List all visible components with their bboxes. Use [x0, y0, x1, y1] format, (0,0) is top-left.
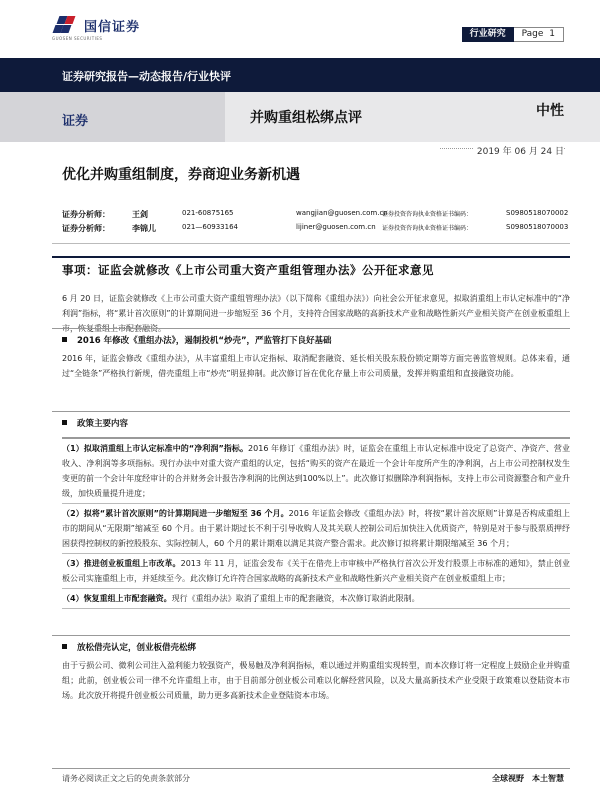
- cert-number: S0980518070003: [506, 223, 569, 231]
- page-title: 优化并购重组制度，券商迎业务新机遇: [62, 167, 300, 183]
- page-indicator: [514, 27, 564, 42]
- analyst-name: 王剑: [132, 210, 148, 219]
- event-section: [52, 256, 570, 278]
- bullet-square-icon: [62, 337, 67, 342]
- cert-label: 证券投资咨询执业资格证书编码：: [382, 211, 473, 218]
- analyst-phone: 021-60875165: [182, 209, 234, 217]
- analyst-email[interactable]: wangjian@guosen.com.cn: [296, 209, 388, 217]
- footer-divider: [52, 768, 570, 769]
- report-subtitle: 并购重组松绑点评: [250, 110, 362, 126]
- report-date: 2019 年 06 月 24 日: [473, 144, 564, 157]
- analyst-role: 证券分析师：: [62, 210, 110, 219]
- header-tags: [462, 27, 564, 42]
- title-band: [0, 92, 600, 142]
- analyst-row: [62, 223, 582, 237]
- sector-label: 证券: [62, 114, 89, 129]
- sector-panel: [0, 92, 225, 142]
- company-name: 国信证券: [84, 19, 141, 35]
- cert-number: S0980518070002: [506, 209, 569, 217]
- report-banner: [0, 58, 600, 92]
- section-heading: 政策主要内容: [77, 418, 129, 429]
- section-header: [52, 635, 570, 657]
- policy-item: [62, 439, 570, 504]
- analyst-row: [62, 209, 582, 223]
- analyst-email[interactable]: lijiner@guosen.com.cn: [296, 223, 376, 231]
- event-heading: 事项：证监会就修改《上市公司重大资产重组管理办法》公开征求意见: [62, 263, 434, 277]
- cert-label: 证券投资咨询执业资格证书编码：: [382, 225, 473, 232]
- policy-item: [62, 504, 570, 554]
- footer-slogan: 全球视野 本土智慧: [492, 774, 564, 783]
- logo-subtext: GUOSEN SECURITIES: [52, 36, 103, 41]
- policy-item-title: （2）拟将“累计首次原则”的计算期间进一步缩短至 36 个月。: [62, 509, 289, 518]
- section-header: [52, 411, 570, 433]
- analyst-role: 证券分析师：: [62, 224, 110, 233]
- section-heading: 2016 年修改《重组办法》，遏制投机“炒壳”，严监管打下良好基础: [77, 335, 332, 346]
- section-paragraph: 由于亏损公司、微利公司注入盈利能力较强资产，极易触及净利润指标，难以通过并购重组实现转型，而本次修订将一定程度上鼓励企业并购重组；此前，创业板公司一律不允许重组上市，由于目前部分创业板公司难以化解经营风险，以及大量高新技术产业受限于政策难以登陆资本市场。此次放开将提升创业板公司质量，助力更多高新技术企业登陆资本市场。: [62, 661, 570, 700]
- policy-items-box: [62, 437, 570, 609]
- rating-label: 中性: [536, 103, 564, 119]
- bullet-square-icon: [62, 644, 67, 649]
- policy-item: [62, 589, 570, 609]
- page-label: Page: [521, 29, 544, 39]
- footer-disclaimer: 请务必阅读正文之后的免责条款部分: [62, 774, 190, 783]
- analyst-divider: [52, 243, 570, 244]
- page-number: 1: [549, 29, 555, 39]
- bullet-square-icon: [62, 420, 67, 425]
- analyst-phone: 021—60933164: [182, 223, 238, 231]
- report-type-tag: 行业研究: [462, 27, 514, 42]
- section-header: [52, 328, 570, 350]
- policy-item-text: 2016 年修订《重组办法》时，证监会在重组上市认定标准中设定了总资产、净资产、营业收入、净利润等多项指标。现行办法中对重大资产重组的认定，包括“购买的资产在最近一个会计年度所产生的净利润，占上市公司控制权发生变更的前一个会计年度经审计的合并财务会计报告净利润的比例达到100%以上”。此次修订拟删除净利润指标，支持上市公司资源整合和产业升级，加快质量提升进度；: [62, 444, 570, 498]
- policy-item-text: 2016 年证监会修改《重组办法》时，将按“累计首次原则”计算是否构成重组上市的期间从“无限期”缩减至 60 个月。由于累计期过长不利于引导收购人及其关联人控制公司后加快注入优质资产，特别是对于参与股票质押纾困获得控制权的新控股股东、实际控制人，60 个月的累计期难以满足其资产整合需求。此次修订拟将累计期限缩减至 36 个月；: [62, 509, 570, 548]
- policy-item-text: 现行《重组办法》取消了重组上市的配套融资，本次修订取消此限制。: [171, 594, 420, 603]
- policy-item-title: （4）恢复重组上市配套融资。: [62, 594, 172, 603]
- policy-item: [62, 554, 570, 589]
- policy-item-title: （3）推进创业板重组上市改革。: [62, 559, 181, 568]
- section-heading: 放松借壳认定，创业板借壳松绑: [77, 642, 197, 653]
- section-paragraph: 2016 年，证监会修改《重组办法》，从丰富重组上市认定指标、取消配套融资、延长相关股东股份锁定期等方面完善监管规则。总体来看，通过“全链条”严格执行新规，借壳重组上市“炒壳”明显抑制。此次修订旨在优化存量上市公司质量，发挥并购重组和直接融资功能。: [62, 354, 570, 378]
- policy-item-text: 2013 年 11 月，证监会发布《关于在借壳上市审核中严格执行首次公开发行股票上市标准的通知》，禁止创业板公司实施重组上市，并延续至今。此次修订允许符合国家战略的高新技术产业和战略性新兴产业相关资产在创业板重组上市；: [62, 559, 570, 583]
- logo-icon: [52, 14, 78, 36]
- analyst-name: 李锦儿: [132, 224, 156, 233]
- analyst-list: [62, 209, 582, 237]
- banner-text: 证券研究报告—动态报告/行业快评: [62, 70, 232, 83]
- event-paragraph: 6 月 20 日，证监会就修改《上市公司重大资产重组管理办法》（以下简称《重组办法》）向社会公开征求意见，拟取消重组上市认定标准中的“净利润”指标，将“累计首次原则”的计算期间进一步缩短至 36 个月，支持符合国家战略的高新技术产业和战略性新兴产业相关资产在创业板重组上市，恢复重组上市配套融资。: [62, 294, 570, 333]
- policy-item-title: （1）拟取消重组上市认定标准中的“净利润”指标。: [62, 444, 249, 453]
- company-logo: [52, 12, 141, 41]
